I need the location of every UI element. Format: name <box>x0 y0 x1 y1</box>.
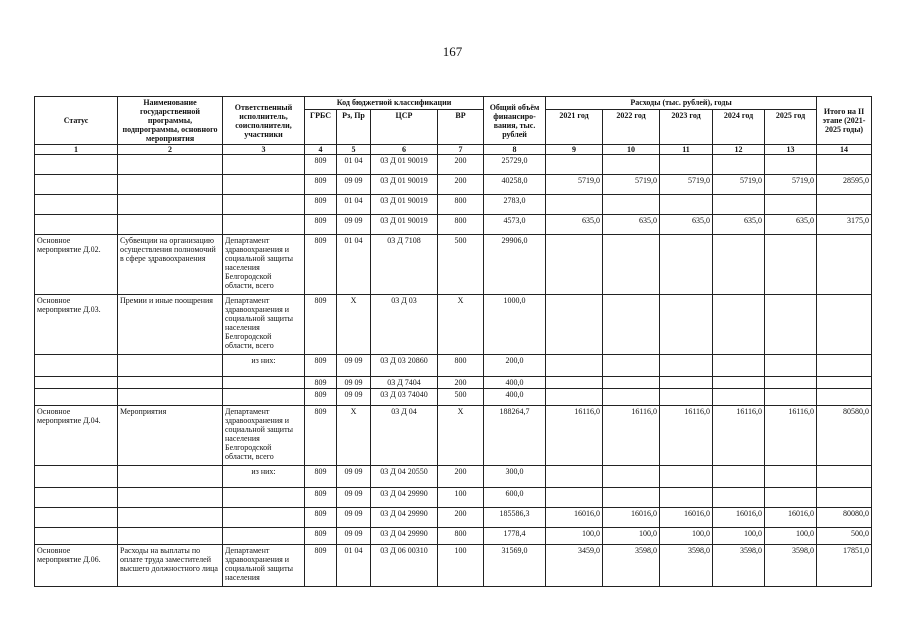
vr-cell: 800 <box>438 528 484 545</box>
header-2022: 2022 год <box>603 109 660 144</box>
year-2025-cell <box>765 377 817 389</box>
vr-cell: 500 <box>438 235 484 295</box>
year-2023-cell <box>660 195 713 215</box>
executor-cell: Департамент здравоохранения и социальной защиты населения Белгородской области, всего <box>223 406 305 466</box>
csr-cell: 03 Д 04 29990 <box>371 488 438 508</box>
itogo-cell <box>817 155 872 175</box>
name-cell <box>118 389 223 406</box>
year-2023-cell: 3598,0 <box>660 545 713 587</box>
rzpr-cell: 09 09 <box>337 508 371 528</box>
column-number: 4 <box>305 145 337 155</box>
year-2024-cell <box>713 195 765 215</box>
status-cell <box>35 466 118 488</box>
status-cell: Основное мероприятие Д.03. <box>35 295 118 355</box>
total-cell: 188264,7 <box>484 406 546 466</box>
column-number: 8 <box>484 145 546 155</box>
executor-cell: Департамент здравоохранения и социальной защиты населения <box>223 545 305 587</box>
table-row <box>35 406 872 466</box>
table-row <box>35 466 872 488</box>
year-2021-cell: 5719,0 <box>546 175 603 195</box>
rzpr-cell: Х <box>337 295 371 355</box>
header-itogo: Итого на II этапе (2021-2025 годы) <box>817 97 872 145</box>
itogo-cell <box>817 488 872 508</box>
header-total: Общий объём финансиро-вания, тыс. рублей <box>484 97 546 145</box>
csr-cell: 03 Д 03 20860 <box>371 355 438 377</box>
executor-cell <box>223 377 305 389</box>
itogo-cell: 3175,0 <box>817 215 872 235</box>
rzpr-cell: 09 09 <box>337 215 371 235</box>
status-cell <box>35 175 118 195</box>
year-2023-cell: 16116,0 <box>660 406 713 466</box>
executor-cell <box>223 215 305 235</box>
grbs-cell: 809 <box>305 545 337 587</box>
itogo-cell: 500,0 <box>817 528 872 545</box>
header-vr: ВР <box>438 109 484 144</box>
itogo-cell: 80580,0 <box>817 406 872 466</box>
grbs-cell: 809 <box>305 235 337 295</box>
csr-cell: 03 Д 04 <box>371 406 438 466</box>
year-2021-cell: 16116,0 <box>546 406 603 466</box>
total-cell: 300,0 <box>484 466 546 488</box>
csr-cell: 03 Д 7108 <box>371 235 438 295</box>
year-2021-cell <box>546 155 603 175</box>
table-row <box>35 175 872 195</box>
status-cell <box>35 355 118 377</box>
status-cell <box>35 528 118 545</box>
csr-cell: 03 Д 06 00310 <box>371 545 438 587</box>
grbs-cell: 809 <box>305 155 337 175</box>
grbs-cell: 809 <box>305 377 337 389</box>
status-cell <box>35 389 118 406</box>
year-2023-cell <box>660 155 713 175</box>
rzpr-cell: 09 09 <box>337 355 371 377</box>
column-number: 10 <box>603 145 660 155</box>
year-2025-cell <box>765 488 817 508</box>
csr-cell: 03 Д 7404 <box>371 377 438 389</box>
status-cell <box>35 508 118 528</box>
year-2024-cell <box>713 389 765 406</box>
year-2021-cell: 16016,0 <box>546 508 603 528</box>
vr-cell: 200 <box>438 508 484 528</box>
name-cell <box>118 488 223 508</box>
year-2024-cell: 16116,0 <box>713 406 765 466</box>
status-cell <box>35 488 118 508</box>
grbs-cell: 809 <box>305 215 337 235</box>
year-2022-cell: 16116,0 <box>603 406 660 466</box>
table-row <box>35 508 872 528</box>
name-cell: Мероприятия <box>118 406 223 466</box>
year-2025-cell <box>765 355 817 377</box>
year-2021-cell: 635,0 <box>546 215 603 235</box>
year-2025-cell: 5719,0 <box>765 175 817 195</box>
vr-cell: 200 <box>438 377 484 389</box>
vr-cell: Х <box>438 406 484 466</box>
name-cell <box>118 377 223 389</box>
header-2021: 2021 год <box>546 109 603 144</box>
header-budget-code: Код бюджетной классификации <box>305 97 484 110</box>
year-2024-cell <box>713 355 765 377</box>
itogo-cell <box>817 466 872 488</box>
vr-cell: Х <box>438 295 484 355</box>
year-2022-cell <box>603 295 660 355</box>
csr-cell: 03 Д 03 <box>371 295 438 355</box>
budget-table <box>34 96 872 587</box>
executor-cell: из них: <box>223 355 305 377</box>
year-2022-cell: 635,0 <box>603 215 660 235</box>
total-cell: 400,0 <box>484 377 546 389</box>
itogo-cell <box>817 235 872 295</box>
year-2023-cell: 5719,0 <box>660 175 713 195</box>
rzpr-cell: 09 09 <box>337 389 371 406</box>
total-cell: 600,0 <box>484 488 546 508</box>
grbs-cell: 809 <box>305 466 337 488</box>
itogo-cell: 80080,0 <box>817 508 872 528</box>
total-cell: 31569,0 <box>484 545 546 587</box>
year-2024-cell: 3598,0 <box>713 545 765 587</box>
column-number: 1 <box>35 145 118 155</box>
csr-cell: 03 Д 01 90019 <box>371 175 438 195</box>
total-cell: 1778,4 <box>484 528 546 545</box>
table-row <box>35 295 872 355</box>
year-2025-cell <box>765 235 817 295</box>
year-2025-cell <box>765 155 817 175</box>
table-row <box>35 389 872 406</box>
year-2025-cell <box>765 195 817 215</box>
table-row <box>35 235 872 295</box>
year-2022-cell: 16016,0 <box>603 508 660 528</box>
year-2022-cell <box>603 355 660 377</box>
year-2021-cell: 3459,0 <box>546 545 603 587</box>
header-2025: 2025 год <box>765 109 817 144</box>
year-2021-cell <box>546 235 603 295</box>
rzpr-cell: Х <box>337 406 371 466</box>
vr-cell: 200 <box>438 155 484 175</box>
rzpr-cell: 01 04 <box>337 545 371 587</box>
year-2021-cell <box>546 195 603 215</box>
vr-cell: 800 <box>438 195 484 215</box>
executor-cell <box>223 155 305 175</box>
table-row <box>35 155 872 175</box>
header-status: Статус <box>35 97 118 145</box>
column-number: 2 <box>118 145 223 155</box>
year-2023-cell: 635,0 <box>660 215 713 235</box>
year-2024-cell: 635,0 <box>713 215 765 235</box>
year-2021-cell <box>546 377 603 389</box>
csr-cell: 03 Д 01 90019 <box>371 215 438 235</box>
year-2022-cell <box>603 466 660 488</box>
total-cell: 29906,0 <box>484 235 546 295</box>
itogo-cell <box>817 389 872 406</box>
rzpr-cell: 01 04 <box>337 195 371 215</box>
year-2023-cell <box>660 295 713 355</box>
year-2023-cell <box>660 466 713 488</box>
header-executor: Ответственный исполнитель, соисполнители, участники <box>223 97 305 145</box>
executor-cell <box>223 389 305 406</box>
year-2024-cell: 16016,0 <box>713 508 765 528</box>
table-row <box>35 215 872 235</box>
year-2023-cell <box>660 488 713 508</box>
executor-cell <box>223 488 305 508</box>
itogo-cell <box>817 355 872 377</box>
name-cell <box>118 508 223 528</box>
csr-cell: 03 Д 04 29990 <box>371 508 438 528</box>
year-2021-cell <box>546 466 603 488</box>
csr-cell: 03 Д 04 20550 <box>371 466 438 488</box>
table-row <box>35 377 872 389</box>
year-2025-cell: 635,0 <box>765 215 817 235</box>
header-2023: 2023 год <box>660 109 713 144</box>
column-number: 5 <box>337 145 371 155</box>
status-cell <box>35 155 118 175</box>
total-cell: 185586,3 <box>484 508 546 528</box>
name-cell: Субвенции на организацию осуществления полномочий в сфере здравоохранения <box>118 235 223 295</box>
grbs-cell: 809 <box>305 528 337 545</box>
total-cell: 1000,0 <box>484 295 546 355</box>
column-number: 11 <box>660 145 713 155</box>
grbs-cell: 809 <box>305 488 337 508</box>
year-2022-cell <box>603 377 660 389</box>
year-2022-cell: 5719,0 <box>603 175 660 195</box>
total-cell: 400,0 <box>484 389 546 406</box>
status-cell <box>35 195 118 215</box>
itogo-cell: 17851,0 <box>817 545 872 587</box>
year-2025-cell <box>765 466 817 488</box>
table-row <box>35 528 872 545</box>
year-2024-cell: 5719,0 <box>713 175 765 195</box>
executor-cell: Департамент здравоохранения и социальной защиты населения Белгородской области, всего <box>223 295 305 355</box>
header-csr: ЦСР <box>371 109 438 144</box>
year-2022-cell: 100,0 <box>603 528 660 545</box>
itogo-cell <box>817 295 872 355</box>
executor-cell <box>223 195 305 215</box>
name-cell <box>118 355 223 377</box>
vr-cell: 100 <box>438 545 484 587</box>
itogo-cell <box>817 377 872 389</box>
total-cell: 4573,0 <box>484 215 546 235</box>
year-2022-cell <box>603 195 660 215</box>
total-cell: 25729,0 <box>484 155 546 175</box>
status-cell <box>35 215 118 235</box>
year-2025-cell: 16016,0 <box>765 508 817 528</box>
year-2025-cell: 3598,0 <box>765 545 817 587</box>
column-number: 13 <box>765 145 817 155</box>
status-cell: Основное мероприятие Д.04. <box>35 406 118 466</box>
page-number: 167 <box>442 44 463 59</box>
vr-cell: 800 <box>438 215 484 235</box>
year-2025-cell: 100,0 <box>765 528 817 545</box>
year-2024-cell: 100,0 <box>713 528 765 545</box>
year-2023-cell <box>660 389 713 406</box>
header-expenses: Расходы (тыс. рублей), годы <box>546 97 817 110</box>
year-2023-cell <box>660 235 713 295</box>
table-row <box>35 488 872 508</box>
header-name: Наименование государственной программы, подпрограммы, основного мероприятия <box>118 97 223 145</box>
grbs-cell: 809 <box>305 406 337 466</box>
grbs-cell: 809 <box>305 355 337 377</box>
year-2022-cell <box>603 389 660 406</box>
vr-cell: 500 <box>438 389 484 406</box>
itogo-cell: 28595,0 <box>817 175 872 195</box>
header-2024: 2024 год <box>713 109 765 144</box>
column-number: 14 <box>817 145 872 155</box>
column-number: 7 <box>438 145 484 155</box>
year-2022-cell: 3598,0 <box>603 545 660 587</box>
year-2022-cell <box>603 155 660 175</box>
year-2023-cell: 100,0 <box>660 528 713 545</box>
name-cell <box>118 528 223 545</box>
rzpr-cell: 09 09 <box>337 466 371 488</box>
year-2022-cell <box>603 235 660 295</box>
csr-cell: 03 Д 03 74040 <box>371 389 438 406</box>
table-row <box>35 195 872 215</box>
year-2024-cell <box>713 377 765 389</box>
total-cell: 200,0 <box>484 355 546 377</box>
rzpr-cell: 01 04 <box>337 155 371 175</box>
name-cell <box>118 155 223 175</box>
total-cell: 40258,0 <box>484 175 546 195</box>
csr-cell: 03 Д 04 29990 <box>371 528 438 545</box>
year-2024-cell <box>713 155 765 175</box>
grbs-cell: 809 <box>305 508 337 528</box>
header-grbs: ГРБС <box>305 109 337 144</box>
name-cell: Расходы на выплаты по оплате труда заместителей высшего должностного лица <box>118 545 223 587</box>
grbs-cell: 809 <box>305 389 337 406</box>
table-row <box>35 545 872 587</box>
vr-cell: 200 <box>438 175 484 195</box>
year-2024-cell <box>713 488 765 508</box>
name-cell <box>118 466 223 488</box>
column-number: 6 <box>371 145 438 155</box>
year-2024-cell <box>713 466 765 488</box>
year-2025-cell: 16116,0 <box>765 406 817 466</box>
grbs-cell: 809 <box>305 295 337 355</box>
rzpr-cell: 01 04 <box>337 235 371 295</box>
year-2023-cell <box>660 355 713 377</box>
executor-cell <box>223 528 305 545</box>
csr-cell: 03 Д 01 90019 <box>371 155 438 175</box>
year-2021-cell <box>546 355 603 377</box>
year-2023-cell: 16016,0 <box>660 508 713 528</box>
grbs-cell: 809 <box>305 195 337 215</box>
status-cell: Основное мероприятие Д.02. <box>35 235 118 295</box>
year-2021-cell <box>546 488 603 508</box>
year-2024-cell <box>713 235 765 295</box>
rzpr-cell: 09 09 <box>337 175 371 195</box>
year-2021-cell <box>546 295 603 355</box>
rzpr-cell: 09 09 <box>337 488 371 508</box>
column-number: 9 <box>546 145 603 155</box>
executor-cell <box>223 175 305 195</box>
year-2024-cell <box>713 295 765 355</box>
column-number: 12 <box>713 145 765 155</box>
status-cell: Основное мероприятие Д.06. <box>35 545 118 587</box>
table-body <box>35 155 872 587</box>
year-2022-cell <box>603 488 660 508</box>
executor-cell: Департамент здравоохранения и социальной защиты населения Белгородской области, всего <box>223 235 305 295</box>
name-cell <box>118 215 223 235</box>
column-number: 3 <box>223 145 305 155</box>
name-cell <box>118 195 223 215</box>
year-2021-cell: 100,0 <box>546 528 603 545</box>
year-2021-cell <box>546 389 603 406</box>
column-number-row <box>35 145 872 155</box>
vr-cell: 100 <box>438 488 484 508</box>
executor-cell: из них: <box>223 466 305 488</box>
header-rzpr: Рз, Пр <box>337 109 371 144</box>
executor-cell <box>223 508 305 528</box>
status-cell <box>35 377 118 389</box>
total-cell: 2783,0 <box>484 195 546 215</box>
itogo-cell <box>817 195 872 215</box>
name-cell: Премии и иные поощрения <box>118 295 223 355</box>
year-2025-cell <box>765 295 817 355</box>
grbs-cell: 809 <box>305 175 337 195</box>
year-2025-cell <box>765 389 817 406</box>
csr-cell: 03 Д 01 90019 <box>371 195 438 215</box>
rzpr-cell: 09 09 <box>337 377 371 389</box>
table-row <box>35 355 872 377</box>
vr-cell: 800 <box>438 355 484 377</box>
name-cell <box>118 175 223 195</box>
vr-cell: 200 <box>438 466 484 488</box>
rzpr-cell: 09 09 <box>337 528 371 545</box>
year-2023-cell <box>660 377 713 389</box>
